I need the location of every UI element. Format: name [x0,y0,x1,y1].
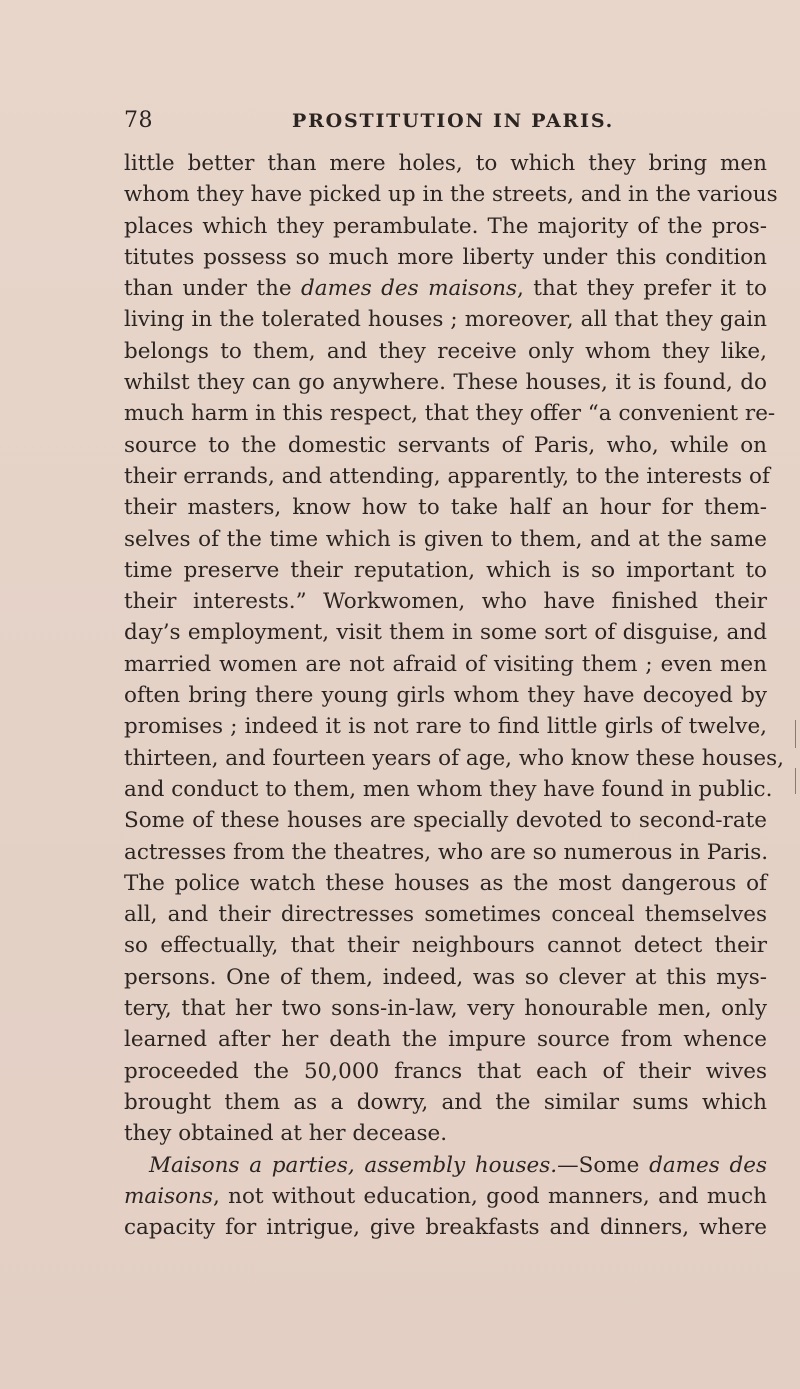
italic-term: dames des [649,1152,767,1178]
text-line: living in the tolerated houses ; moreover, all that they gain [124,307,767,333]
text-line: whom they have picked up in the streets, and in the various [124,182,778,208]
text-line: capacity for intrigue, give breakfasts and dinners, where [124,1215,767,1241]
page-edge-mark [795,720,796,748]
text-line: time preserve their reputation, which is so important to [124,557,767,583]
text-line: all, and their directresses sometimes conceal themselves [124,902,767,928]
text-line: belongs to them, and they receive only whom they like, [124,338,767,364]
text-line: The police watch these houses as the most dangerous of [124,870,767,896]
text-line: actresses from the theatres, who are so numerous in Paris. [124,839,769,865]
text-line: little better than mere holes, to which they bring men [124,151,767,176]
text-run: , not without education, good manners, and much [212,1183,767,1209]
text-line: Some of these houses are specially devoted to second-rate [124,808,767,834]
text-line: so effectually, that their neighbours cannot detect their [124,933,767,959]
body-text [124,148,784,1243]
text-line: they obtained at her decease. [124,1121,448,1147]
text-run: —Some [557,1152,650,1178]
running-title: PROSTITUTION IN PARIS. [292,110,615,132]
text-line: their masters, know how to take half an hour for them- [124,495,767,521]
text-line: promises ; indeed it is not rare to find little girls of twelve, [124,714,767,740]
text-line [124,1181,767,1212]
text-line: married women are not afraid of visiting them ; even men [124,651,767,677]
text-line: proceeded the 50,000 francs that each of their wives [124,1058,767,1084]
italic-term: dames des maisons [301,276,518,302]
page-number: 78 [124,108,153,133]
text-line: brought them as a dowry, and the similar sums which [124,1089,767,1115]
section-heading-line [124,1150,767,1181]
text-line: often bring there young girls whom they have decoyed by [124,683,767,709]
text-line: and conduct to them, men whom they have found in public. [124,776,773,802]
text-line: much harm in this respect, that they offer “a convenient re- [124,401,776,427]
text-line: places which they perambulate. The majority of the pros- [124,213,767,239]
text-line: thirteen, and fourteen years of age, who know these houses, [124,745,784,771]
text-line: tery, that her two sons-in-law, very honourable men, only [124,996,767,1022]
text-run: , that they prefer it to [517,276,767,302]
text-line: persons. One of them, indeed, was so clever at this mys- [124,964,767,990]
italic-term: Maisons a parties, assembly houses. [149,1152,558,1178]
text-run: than under the [124,276,302,302]
text-line: learned after her death the impure source from whence [124,1027,767,1053]
running-head [124,108,764,138]
text-line: source to the domestic servants of Paris, who, while on [124,432,767,458]
text-line: titutes possess so much more liberty under this condition [124,244,767,270]
text-line: selves of the time which is given to them, and at the same [124,526,767,552]
text-line: their errands, and attending, apparently, to the interests of [124,463,770,489]
italic-term: maisons [124,1183,213,1209]
text-line: whilst they can go anywhere. These houses, it is found, do [124,370,767,396]
text-line: their interests.” Workwomen, who have finished their [124,589,767,615]
text-line [124,273,767,304]
text-line: day’s employment, visit them in some sort of disguise, and [124,620,767,646]
page-edge-mark [795,768,796,794]
